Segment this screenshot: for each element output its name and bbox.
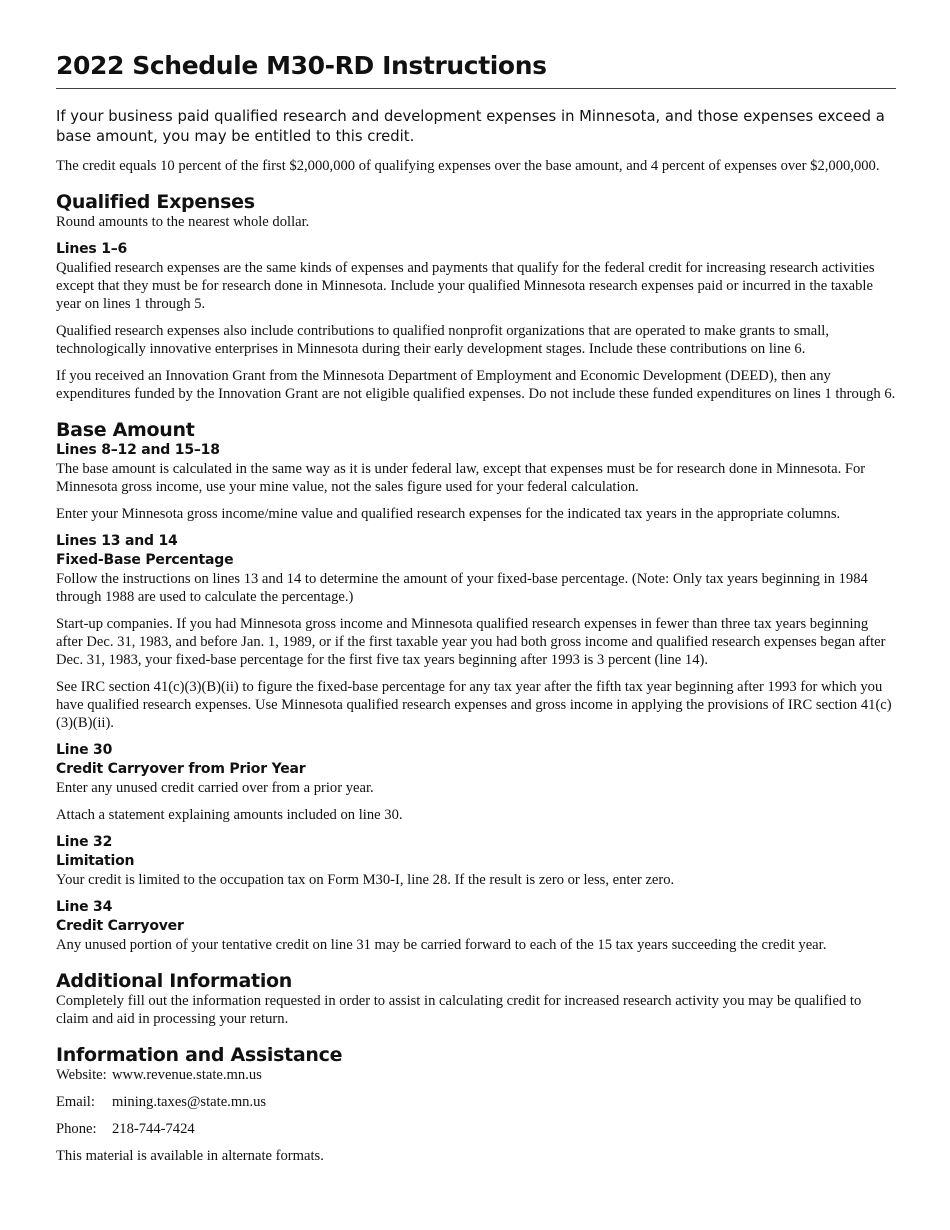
- website-label: Website:: [56, 1067, 107, 1083]
- subheading-limitation: Limitation: [56, 853, 135, 869]
- paragraph: The base amount is calculated in the same way as it is under federal law, except that expenses must be for research done in Minnesota. For Minnesota gross income, use your mine value, not the sales figure used for your federal calculation.: [56, 461, 866, 495]
- paragraph: Follow the instructions on lines 13 and 14 to determine the amount of your fixed-base percentage. (Note: Only tax years beginning in 1984 through 1988 are used to calculate the percentage.): [56, 571, 868, 605]
- paragraph: Your credit is limited to the occupation tax on Form M30-I, line 28. If the result is zero or less, enter zero.: [56, 872, 675, 888]
- page-title: 2022 Schedule M30-RD Instructions: [56, 50, 896, 89]
- phone-label: Phone:: [56, 1121, 97, 1137]
- paragraph: Completely fill out the information requested in order to assist in calculating credit for increased research activity you may be qualified to claim and aid in processing your return.: [56, 993, 862, 1027]
- subheading-lines-8-12: Lines 8–12 and 15–18: [56, 442, 220, 458]
- paragraph: Enter your Minnesota gross income/mine value and qualified research expenses for the indicated tax years in the appropriate columns.: [56, 506, 841, 522]
- paragraph: See IRC section 41(c)(3)(B)(ii) to figure the fixed-base percentage for any tax year after the fifth tax year beginning after 1993 for which you have qualified research expenses. Use Minnesota qualified research expenses and gross income in applying the provisions of IRC section 41(c)(3)(B)(ii).: [56, 679, 892, 731]
- website-link[interactable]: www.revenue.state.mn.us: [112, 1067, 262, 1083]
- subheading-credit-carryover: Credit Carryover: [56, 918, 184, 934]
- subheading-fixed-base: Fixed-Base Percentage: [56, 552, 234, 568]
- paragraph: If you received an Innovation Grant from the Minnesota Department of Employment and Economic Development (DEED), then any expenditures funded by the Innovation Grant are not eligible qualified expenses. Do not include these funded expenditures on lines 1 through 6.: [56, 368, 896, 402]
- paragraph: Start-up companies. If you had Minnesota gross income and Minnesota qualified research expenses in fewer than three tax years beginning after Dec. 31, 1983, and before Jan. 1, 1989, or if the first taxable year you had both gross income and qualified research expenses began after Dec. 31, 1983, your fixed-base percentage for the first five tax years beginning after 1993 is 3 percent (line 14).: [56, 616, 886, 668]
- email-label: Email:: [56, 1094, 95, 1110]
- intro-text: If your business paid qualified research and development expenses in Minnesota, and those expenses exceed a base amount, you may be entitled to this credit.: [56, 108, 885, 145]
- contact-phone: [56, 1120, 896, 1138]
- email-link[interactable]: mining.taxes@state.mn.us: [112, 1094, 267, 1110]
- contact-email: [56, 1093, 896, 1111]
- subheading-line-34: Line 34: [56, 899, 113, 915]
- subheading-line-32: Line 32: [56, 834, 113, 850]
- phone-number: 218-744-7424: [112, 1121, 195, 1137]
- subheading-credit-carryover-prior: Credit Carryover from Prior Year: [56, 761, 306, 777]
- contact-website: [56, 1066, 896, 1084]
- paragraph: Qualified research expenses are the same kinds of expenses and payments that qualify for the federal credit for increasing research activities except that they must be for research done in Minnesota. Include your qualified Minnesota research expenses paid or incurred in the taxable year on lines 1 through 5.: [56, 260, 875, 312]
- paragraph: Attach a statement explaining amounts included on line 30.: [56, 807, 403, 823]
- subheading-lines-13-14: Lines 13 and 14: [56, 533, 178, 549]
- subheading-lines-1-6: Lines 1–6: [56, 241, 128, 257]
- section-heading-qualified-expenses: Qualified Expenses: [56, 191, 255, 213]
- credit-text: The credit equals 10 percent of the first $2,000,000 of qualifying expenses over the base amount, and 4 percent of expenses over $2,000,000.: [56, 158, 880, 174]
- section-heading-base-amount: Base Amount: [56, 419, 195, 441]
- paragraph: Any unused portion of your tentative credit on line 31 may be carried forward to each of the 15 tax years succeeding the credit year.: [56, 937, 827, 953]
- paragraph: Qualified research expenses also include contributions to qualified nonprofit organizations that are operated to make grants to small, technologically innovative enterprises in Minnesota during their early development stages. Include these contributions on line 6.: [56, 323, 829, 357]
- section-heading-information-assistance: Information and Assistance: [56, 1044, 343, 1066]
- section-heading-additional-information: Additional Information: [56, 970, 293, 992]
- subheading-line-30: Line 30: [56, 742, 113, 758]
- alternate-formats-note: This material is available in alternate formats.: [56, 1148, 324, 1164]
- round-note: Round amounts to the nearest whole dollar.: [56, 214, 310, 230]
- paragraph: Enter any unused credit carried over from a prior year.: [56, 780, 374, 796]
- instructions-page: [56, 50, 896, 1174]
